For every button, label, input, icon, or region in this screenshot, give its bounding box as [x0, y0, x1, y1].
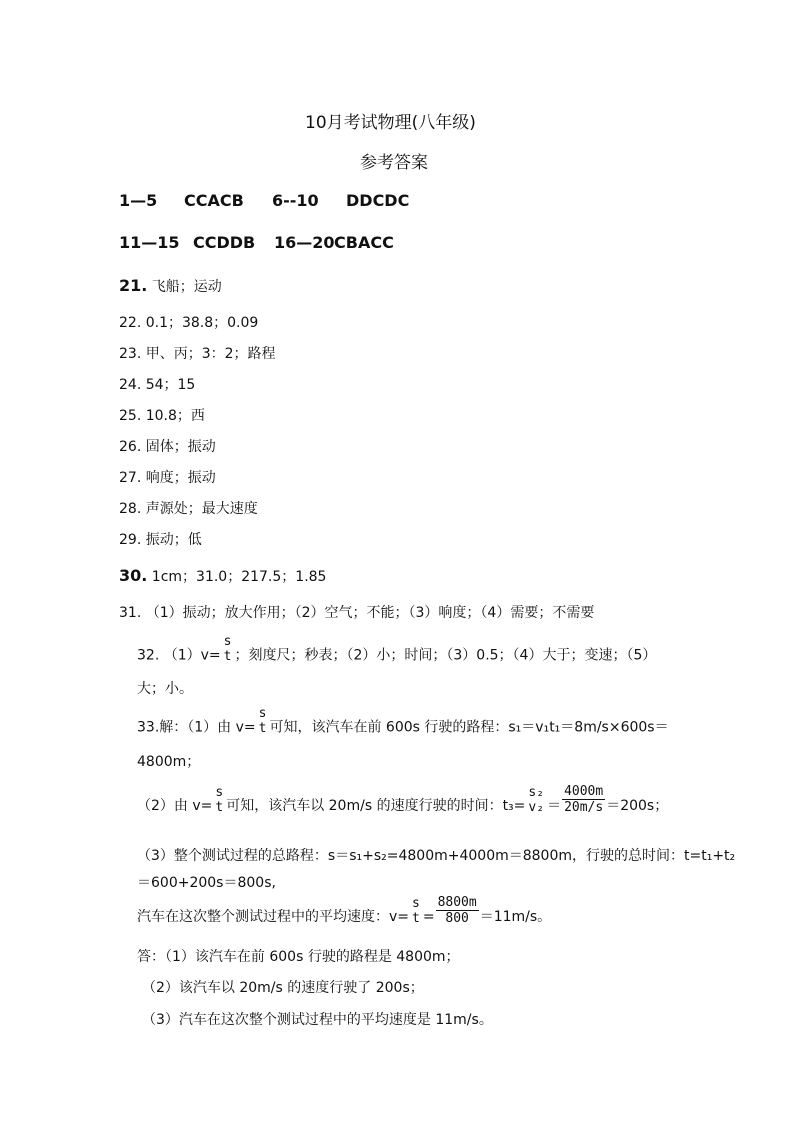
answer-28: 28. 声源处；最大速度: [119, 501, 258, 517]
answer-33-line4: （3）整个测试过程的总路程：s＝s₁+s₂=4800m+4000m＝8800m，行驶的总时间：t=t₁+t₂: [137, 848, 736, 864]
mc-range-11-15: 11—15: [119, 233, 180, 252]
answer-26: 26. 固体；振动: [119, 439, 216, 455]
fraction-denominator: v₂: [528, 799, 545, 815]
formula-v-s-over-t: [410, 896, 422, 927]
mc-answers-11-15: CCDDB: [193, 233, 256, 252]
answer-33-line6: [137, 895, 552, 933]
answer-32-line2: 大；小。: [137, 681, 193, 697]
formula-s2-over-v2: [526, 785, 546, 816]
answer-23: 23. 甲、丙；3：2；路程: [119, 346, 276, 362]
mc-range-1-5: 1—5: [119, 191, 158, 210]
formula-v-s-over-t: [213, 785, 225, 816]
mc-answers-16-20: CBACC: [334, 233, 394, 252]
fraction-denominator: t: [223, 649, 232, 664]
answer-33-line2: 4800m；: [137, 754, 201, 770]
fraction-denominator: 20m/s: [564, 800, 604, 815]
mc-answers-1-5: CCACB: [184, 191, 244, 210]
answer-33-line1: [137, 706, 669, 743]
answer-33-part3-result: ＝11m/s。: [479, 909, 552, 925]
answer-33-part3-prefix: 汽车在这次整个测试过程中的平均速度：v=: [137, 909, 410, 925]
answer-30: [119, 566, 326, 586]
fraction-denominator: t: [412, 910, 420, 926]
answer-22: 22. 0.1；38.8；0.09: [119, 315, 259, 331]
fraction-numerator: s₂: [528, 784, 545, 800]
answer-25: 25. 10.8；西: [119, 408, 205, 424]
fraction-numerator: s: [223, 634, 232, 649]
page-subtitle: 参考答案: [360, 153, 428, 173]
fraction-denominator: t: [258, 721, 267, 736]
mc-range-6-10: 6--10: [272, 191, 319, 210]
answer-31: 31. （1）振动；放大作用；（2）空气；不能；（3）响度；（4）需要；不需要: [119, 605, 595, 621]
answer-24: 24. 54；15: [119, 377, 196, 393]
answer-32-text: ；刻度尺；秒表；（2）小；时间；（3）0.5；（4）大于；变速；（5）: [234, 647, 657, 664]
answer-32-prefix: 32. （1）v=: [137, 647, 221, 664]
answer-33-line3: [137, 784, 669, 822]
formula-v-s-over-t: [222, 634, 234, 665]
fraction-numerator: s: [412, 895, 420, 911]
answer-27: 27. 响度；振动: [119, 470, 216, 486]
fraction-numerator: 4000m: [564, 784, 604, 799]
formula-8800m-over-800: [436, 895, 479, 927]
answer-33-prefix: 33.解：（1）由 v=: [137, 719, 256, 736]
final-answer-line2: （2）该汽车以 20m/s 的速度行驶了 200s；: [142, 980, 424, 996]
final-answer-line3: （3）汽车在这次整个测试过程中的平均速度是 11m/s。: [142, 1012, 493, 1028]
answer-32-line1: [137, 634, 657, 671]
fraction-numerator: 8800m: [437, 895, 477, 910]
answer-30-number: 30.: [119, 566, 148, 585]
answer-21-text: 飞船；运动: [151, 279, 222, 295]
answer-33-part2-text: 可知，该汽车以 20m/s 的速度行驶的时间：t₃=: [226, 798, 526, 814]
answer-29: 29. 振动；低: [119, 532, 202, 548]
answer-33-line5: ＝600+200s＝800s,: [137, 875, 276, 891]
fraction-numerator: s: [215, 784, 224, 800]
answer-33-part2-prefix: （2）由 v=: [137, 798, 213, 814]
final-answer-line1: 答：（1）该汽车在前 600s 行驶的路程是 4800m；: [137, 949, 460, 965]
equals-sign: ＝: [547, 798, 562, 814]
formula-4000m-over-20ms: [562, 784, 605, 816]
mc-answers-6-10: DDCDC: [346, 191, 410, 210]
page-title: 10月考试物理(八年级): [305, 113, 476, 133]
answer-33-distance-text: 可知，该汽车在前 600s 行驶的路程：s₁＝v₁t₁＝8m/s×600s＝: [269, 719, 669, 736]
formula-v-s-over-t: [257, 706, 269, 737]
fraction-numerator: s: [258, 706, 267, 721]
fraction-denominator: t: [215, 799, 224, 815]
answer-21-number: 21.: [119, 276, 148, 295]
equals-sign: =: [422, 909, 435, 925]
answer-21: [119, 276, 222, 296]
answer-30-text: 1cm；31.0；217.5；1.85: [151, 569, 327, 585]
mc-range-16-20: 16—20: [274, 233, 335, 252]
fraction-denominator: 800: [445, 911, 469, 926]
answer-33-part2-result: ＝200s；: [606, 798, 669, 814]
